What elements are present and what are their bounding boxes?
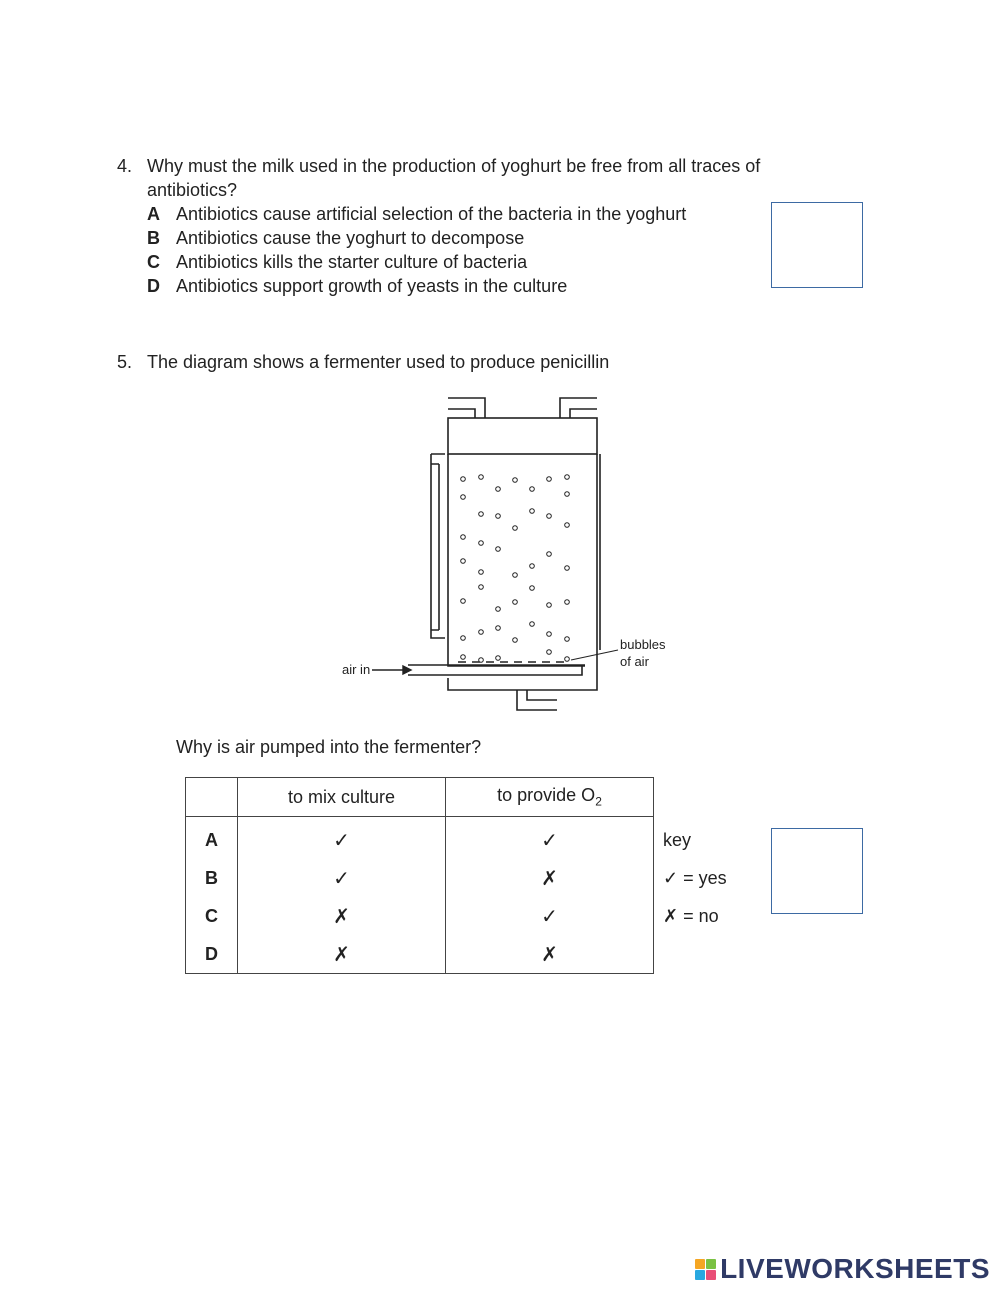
option-text: Antibiotics kills the starter culture of bacteria [176,252,528,272]
row-oxygen-value: ✗ [446,859,654,897]
question-5-answer-box[interactable] [771,828,863,914]
question-4-option-c [147,250,527,274]
row-mix-value: ✓ [238,817,446,860]
row-oxygen-value: ✗ [446,935,654,974]
key-no-text: = no [683,906,719,926]
answer-options-table [185,777,654,974]
air-in-label: air in [342,662,371,677]
header-oxygen-text: to provide O [497,785,596,806]
key-no-symbol: ✗ [663,906,679,926]
question-4-option-b [147,226,524,250]
row-letter: D [186,935,238,974]
table-header-mix-culture: to mix culture [238,778,446,817]
option-letter: C [147,252,160,272]
liveworksheets-logo-icon [695,1259,716,1280]
option-letter: B [147,228,160,248]
table-header-row [186,778,654,817]
key-title: key [663,830,692,850]
brand-name: LIVEWORKSHEETS [720,1253,990,1284]
question-4-answer-box[interactable] [771,202,863,288]
bubbles-label-line-2: of air [620,654,649,669]
question-4-text-line-2: antibiotics? [147,180,238,200]
table-row [186,817,654,860]
row-oxygen-value: ✓ [446,897,654,935]
table-row [186,935,654,974]
table-header-provide-oxygen [446,778,654,817]
liveworksheets-brand [695,1253,990,1285]
key-yes-text: = yes [683,868,727,888]
key-no [663,906,719,926]
bubbles-label-line-1: bubbles [620,637,666,652]
option-text: Antibiotics support growth of yeasts in the culture [176,276,568,296]
question-5-number: 5. [117,352,133,372]
fermenter-diagram [335,392,675,714]
table-header-blank [186,778,238,817]
option-letter: D [147,276,160,296]
table-row [186,897,654,935]
row-mix-value: ✗ [238,897,446,935]
question-4-text-line-1: Why must the milk used in the production of yoghurt be free from all traces of [147,156,761,176]
question-4-option-a [147,202,686,226]
option-text: Antibiotics cause the yoghurt to decompose [176,228,525,248]
row-letter: C [186,897,238,935]
question-4-option-d [147,274,567,298]
row-mix-value: ✗ [238,935,446,974]
header-oxygen-subscript: 2 [595,794,602,809]
question-4-number: 4. [117,156,133,176]
key-yes [663,868,727,888]
row-mix-value: ✓ [238,859,446,897]
option-letter: A [147,204,160,224]
table-row [186,859,654,897]
question-5-sub-question: Why is air pumped into the fermenter? [176,737,482,757]
row-oxygen-value: ✓ [446,817,654,860]
key-yes-symbol: ✓ [663,868,679,888]
row-letter: A [186,817,238,860]
question-5-text: The diagram shows a fermenter used to produce penicillin [147,352,610,372]
row-letter: B [186,859,238,897]
option-text: Antibiotics cause artificial selection of the bacteria in the yoghurt [176,204,687,224]
